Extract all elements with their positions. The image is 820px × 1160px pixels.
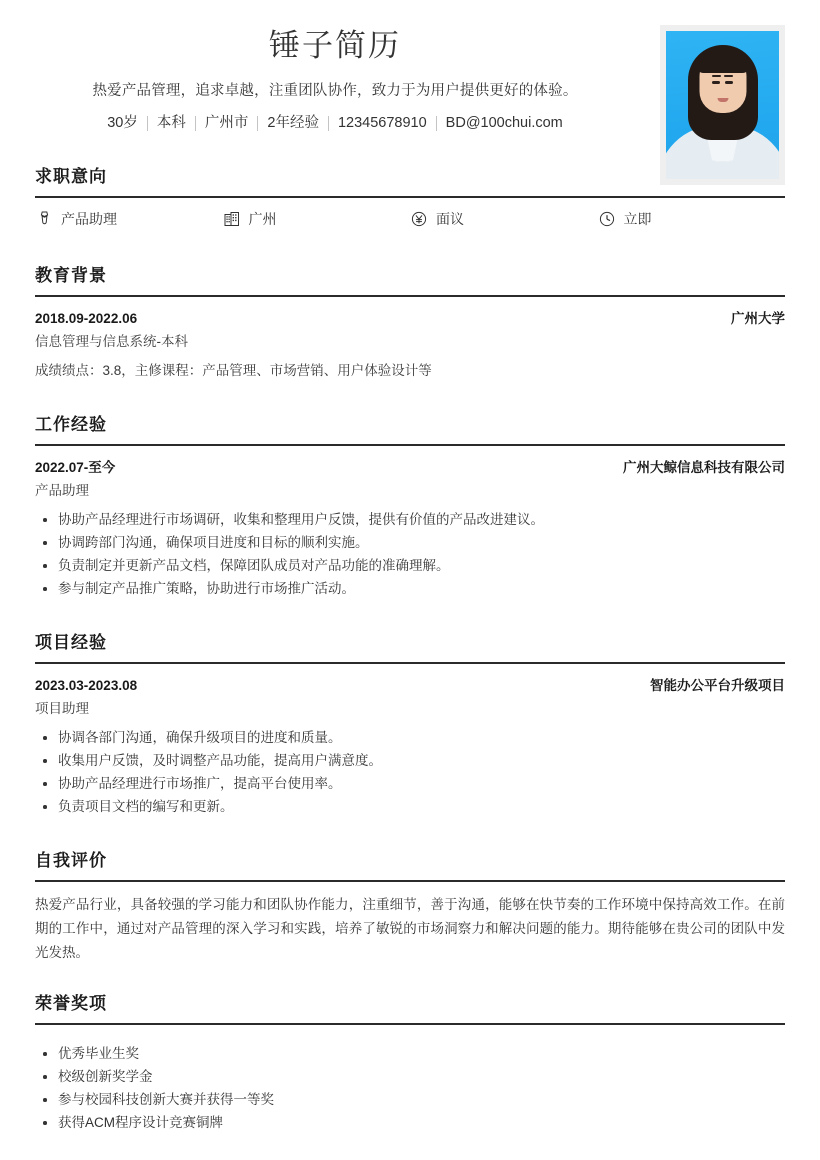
intention-location xyxy=(223,209,411,229)
intention-availability-label: 立即 xyxy=(623,211,652,227)
education-detail: 成绩绩点：3.8，主修课程：产品管理、市场营销、用户体验设计等 xyxy=(35,363,432,378)
section-honors-awards xyxy=(35,991,785,1134)
work-period: 2022.07-至今 xyxy=(35,460,116,475)
resume-header xyxy=(35,0,785,160)
profile-photo-frame xyxy=(660,25,785,185)
project-name: 智能办公平台升级项目 xyxy=(650,678,785,693)
basic-info-age: 30岁 xyxy=(107,115,138,131)
basic-info-row xyxy=(35,108,635,138)
info-separator xyxy=(436,116,437,131)
entry-header xyxy=(35,457,785,479)
intention-position xyxy=(35,209,223,229)
building-icon xyxy=(223,210,241,228)
intention-salary xyxy=(410,209,598,229)
project-role: 项目助理 xyxy=(35,701,89,716)
yen-circle-icon xyxy=(410,210,428,228)
section-project-experience xyxy=(35,630,785,818)
basic-info-degree: 本科 xyxy=(156,115,186,131)
info-separator xyxy=(195,116,196,131)
basic-info-city: 广州市 xyxy=(204,115,249,131)
necktie-icon xyxy=(35,210,53,228)
intention-location-label: 广州 xyxy=(248,211,277,227)
list-item: 优秀毕业生奖 xyxy=(35,1042,785,1065)
section-self-evaluation xyxy=(35,848,785,965)
honors-list xyxy=(35,1042,785,1134)
work-bullet-list xyxy=(35,508,785,600)
entry-header xyxy=(35,308,785,330)
list-item: 协调各部门沟通，确保升级项目的进度和质量。 xyxy=(35,726,785,749)
clock-icon xyxy=(598,210,616,228)
list-item: 负责项目文档的编写和更新。 xyxy=(35,795,785,818)
education-school: 广州大学 xyxy=(731,311,785,326)
basic-info-experience: 2年经验 xyxy=(267,115,319,131)
header-text-block xyxy=(35,22,635,138)
work-entry xyxy=(35,457,785,600)
section-title-honors-awards: 荣誉奖项 xyxy=(35,994,107,1013)
section-education xyxy=(35,263,785,382)
list-item: 参与校园科技创新大赛并获得一等奖 xyxy=(35,1088,785,1111)
project-entry xyxy=(35,675,785,818)
list-item: 负责制定并更新产品文档，保障团队成员对产品功能的准确理解。 xyxy=(35,554,785,577)
info-separator xyxy=(147,116,148,131)
intention-position-label: 产品助理 xyxy=(61,211,117,227)
list-item: 收集用户反馈，及时调整产品功能，提高用户满意度。 xyxy=(35,749,785,772)
photo-eye-right xyxy=(725,81,733,84)
intention-availability xyxy=(598,209,786,229)
photo-brow-right xyxy=(724,75,733,77)
list-item: 协调跨部门沟通，确保项目进度和目标的顺利实施。 xyxy=(35,531,785,554)
photo-hair-top xyxy=(696,47,749,73)
page-title: 锤子简历 xyxy=(269,28,401,63)
list-item: 获得ACM程序设计竞赛铜牌 xyxy=(35,1111,785,1134)
list-item: 协助产品经理进行市场推广，提高平台使用率。 xyxy=(35,772,785,795)
photo-brow-left xyxy=(712,75,721,77)
job-intention-row xyxy=(35,209,785,229)
avatar xyxy=(666,31,779,179)
header-summary: 热爱产品管理，追求卓越，注重团队协作，致力于为用户提供更好的体验。 xyxy=(92,83,578,99)
section-title-self-evaluation: 自我评价 xyxy=(35,851,107,870)
project-bullet-list xyxy=(35,726,785,818)
education-entry xyxy=(35,308,785,382)
work-role: 产品助理 xyxy=(35,483,89,498)
basic-info-email: BD@100chui.com xyxy=(445,115,563,131)
education-period: 2018.09-2022.06 xyxy=(35,311,138,326)
info-separator xyxy=(257,116,258,131)
project-period: 2023.03-2023.08 xyxy=(35,678,138,693)
entry-header xyxy=(35,675,785,697)
list-item: 校级创新奖学金 xyxy=(35,1065,785,1088)
intention-salary-label: 面议 xyxy=(436,211,464,227)
section-title-education: 教育背景 xyxy=(35,266,107,285)
section-work-experience xyxy=(35,412,785,600)
section-title-project-experience: 项目经验 xyxy=(35,633,107,652)
education-major: 信息管理与信息系统-本科 xyxy=(35,334,188,349)
basic-info-phone: 12345678910 xyxy=(337,115,427,131)
list-item: 协助产品经理进行市场调研，收集和整理用户反馈，提供有价值的产品改进建议。 xyxy=(35,508,785,531)
section-title-work-experience: 工作经验 xyxy=(35,415,107,434)
work-company: 广州大鲸信息科技有限公司 xyxy=(623,460,785,475)
info-separator xyxy=(328,116,329,131)
self-evaluation-text: 热爱产品行业，具备较强的学习能力和团队协作能力，注重细节，善于沟通，能够在快节奏的工作环境中保持高效工作。在前期的工作中，通过对产品管理的深入学习和实践，培养了敏锐的市场洞察力和解决问题的能力。期待能够在贵公司的团队中发光发热。 xyxy=(35,897,785,960)
photo-eye-left xyxy=(712,81,720,84)
list-item: 参与制定产品推广策略，协助进行市场推广活动。 xyxy=(35,577,785,600)
section-title-job-intention: 求职意向 xyxy=(35,167,107,186)
